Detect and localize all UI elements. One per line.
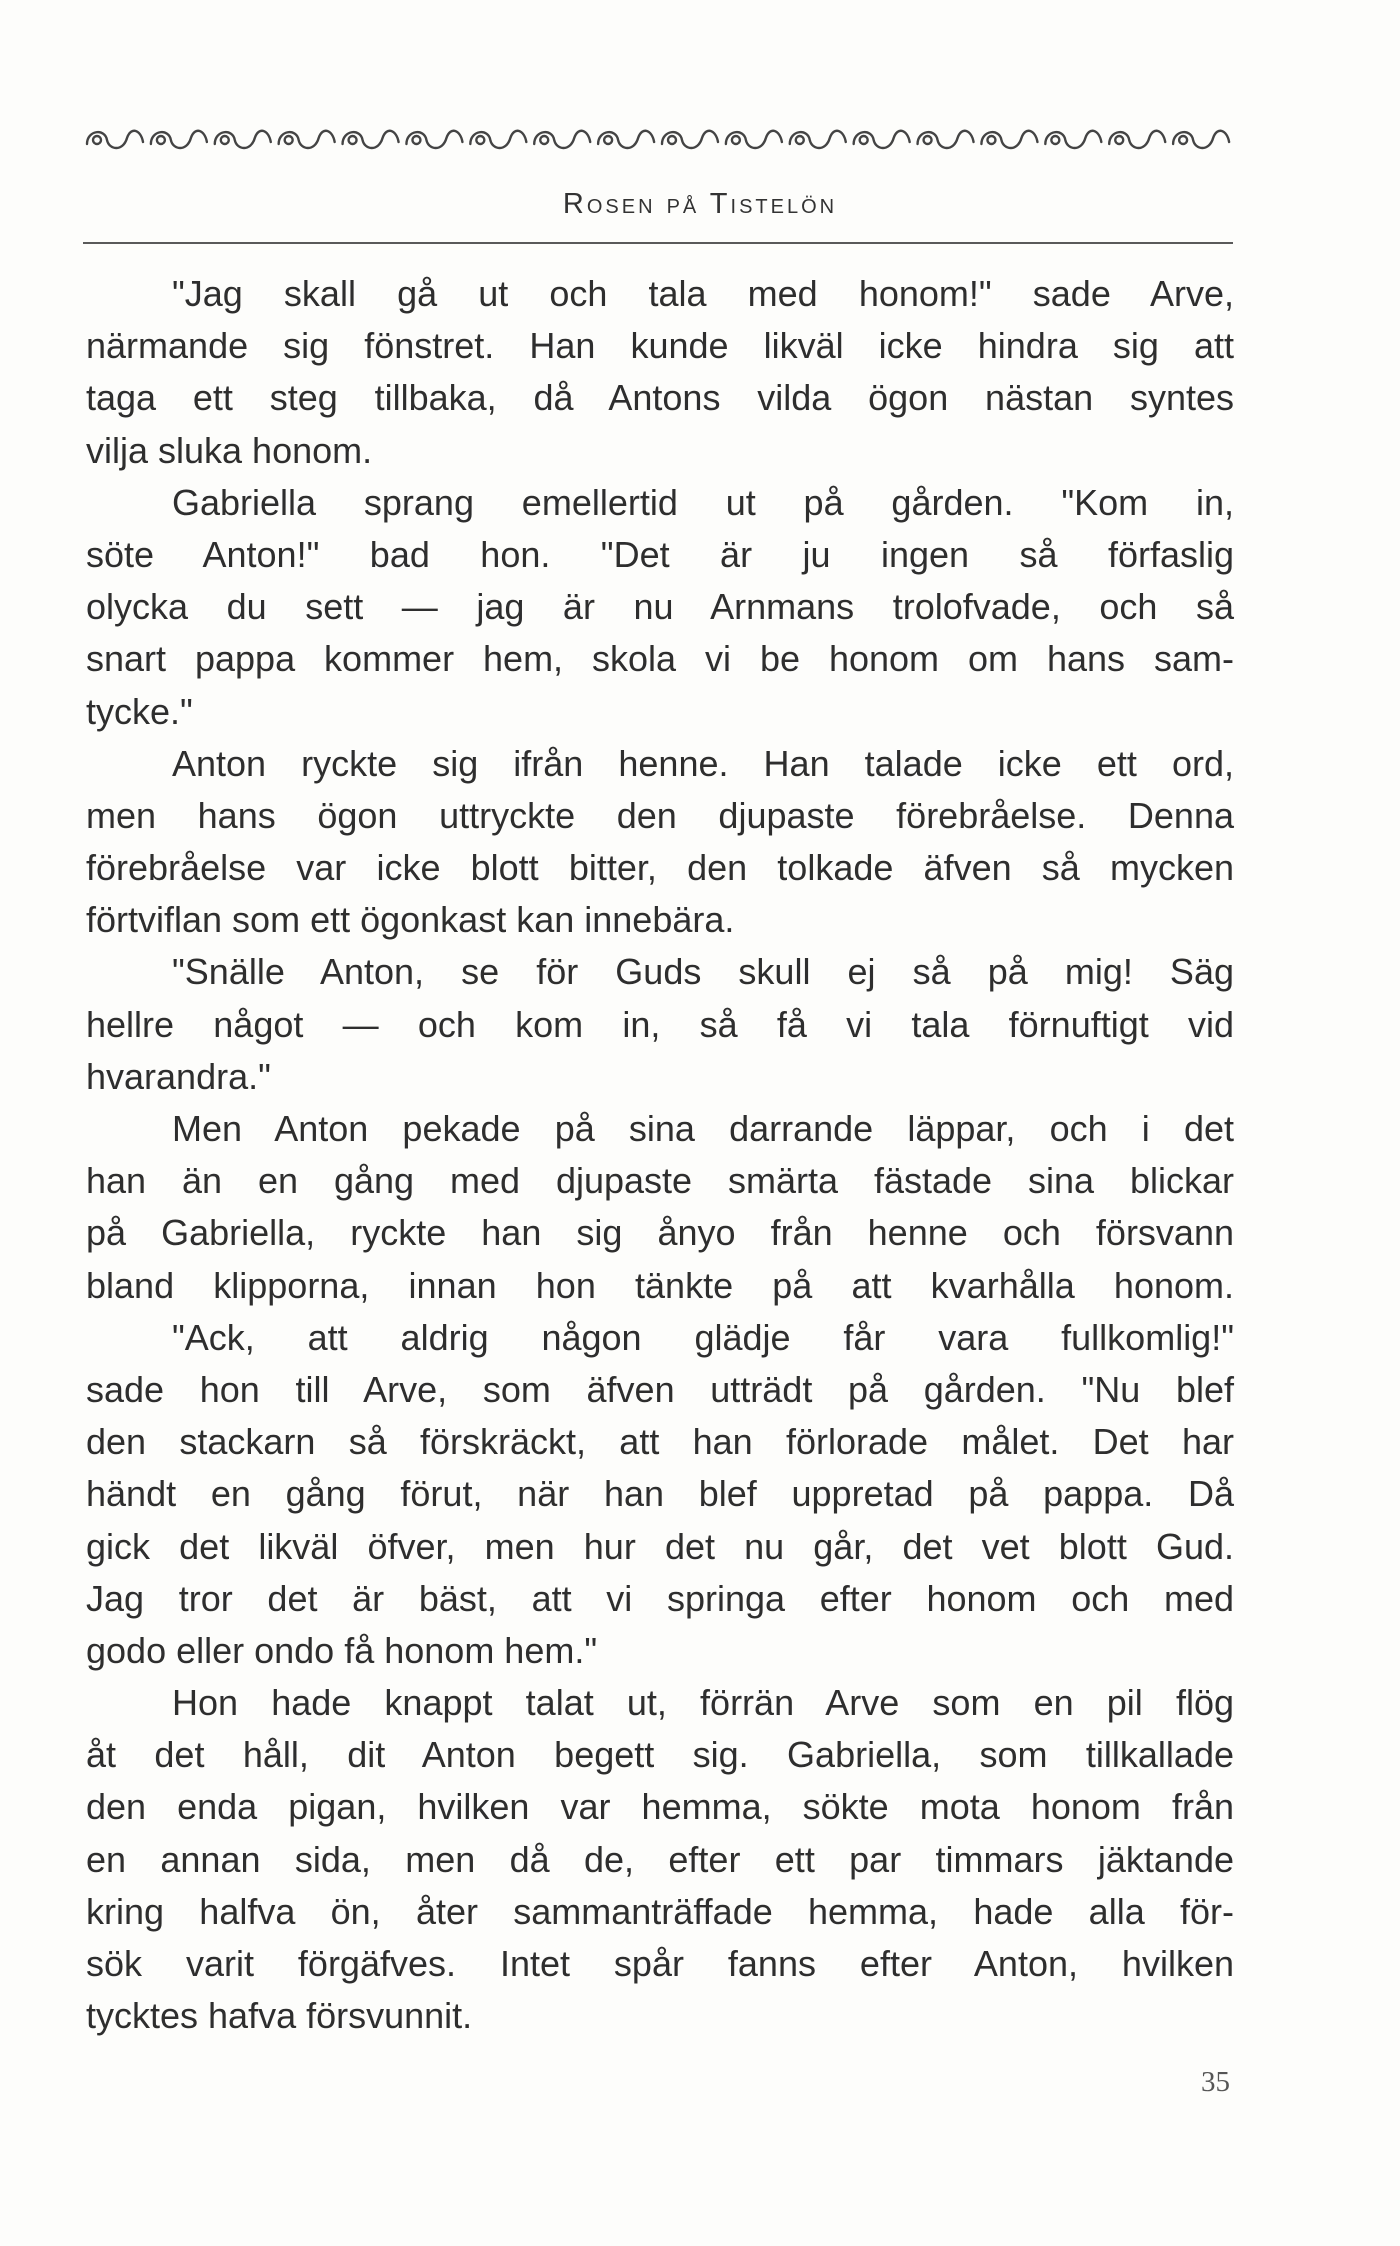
ornament-scroll <box>854 131 910 148</box>
ornament-curl <box>476 136 484 144</box>
ornament-curl <box>412 136 420 144</box>
text-line: förebråelse var icke blott bitter, den tolkade äfven så mycken <box>86 847 1234 889</box>
ornament-scroll <box>151 131 207 148</box>
ornament-scroll <box>981 131 1037 148</box>
text-line: på Gabriella, ryckte han sig ånyo från henne och försvann <box>86 1212 1234 1254</box>
ornament-curl <box>860 136 868 144</box>
ornament-scroll <box>87 131 143 148</box>
ornament-scroll <box>470 131 526 148</box>
ornament-curl <box>987 136 995 144</box>
ornament-curl <box>349 136 357 144</box>
text-line: den stackarn så förskräckt, att han förlorade målet. Det har <box>86 1421 1234 1463</box>
text-line: kring halfva ön, åter sammanträffade hemma, hade alla för- <box>86 1890 1234 1932</box>
text-line: "Snälle Anton, se för Guds skull ej så på mig! Säg <box>172 951 1234 993</box>
ornament-curl <box>540 136 548 144</box>
text-line: söte Anton!" bad hon. "Det är ju ingen så förfaslig <box>86 533 1234 575</box>
ornament-scroll <box>1109 131 1165 148</box>
text-line: tycke." <box>86 690 193 732</box>
ornament-curl <box>1115 136 1123 144</box>
text-line: Anton ryckte sig ifrån henne. Han talade icke ett ord, <box>172 742 1234 784</box>
text-line: "Jag skall gå ut och tala med honom!" sade Arve, <box>172 273 1234 314</box>
ornament-scroll <box>662 131 718 148</box>
ornament-curl <box>604 136 612 144</box>
ornament-scroll <box>534 131 590 148</box>
text-line: åt det håll, dit Anton begett sig. Gabriella, som tillkallade <box>86 1734 1234 1776</box>
text-line: förtviflan som ett ögonkast kan innebära. <box>86 899 735 941</box>
text-line: gick det likväl öfver, men hur det nu går, det vet blott Gud. <box>86 1525 1234 1567</box>
ornament-curl <box>668 136 676 144</box>
text-line: sade hon till Arve, som äfven utträdt på gården. "Nu blef <box>86 1368 1234 1410</box>
text-line: bland klipporna, innan hon tänkte på att kvarhålla honom. <box>86 1264 1234 1306</box>
ornament-scroll <box>279 131 335 148</box>
ornament-curl <box>93 136 101 144</box>
ornament-curl <box>732 136 740 144</box>
ornament-scroll <box>790 131 846 148</box>
ornament-scroll <box>598 131 654 148</box>
ornament-curl <box>1051 136 1059 144</box>
text-line: tycktes hafva försvunnit. <box>86 1995 473 2037</box>
page-number: 35 <box>1201 2066 1230 2098</box>
text-line: hvarandra." <box>86 1055 271 1097</box>
ornament-curl <box>924 136 932 144</box>
ornament-curl <box>285 136 293 144</box>
ornament-scroll <box>215 131 271 148</box>
ornament-scroll <box>918 131 974 148</box>
ornament-scroll <box>1173 131 1229 148</box>
text-line: men hans ögon uttryckte den djupaste förebråelse. Denna <box>86 794 1234 836</box>
text-line: Gabriella sprang emellertid ut på gården. "Kom in, <box>172 481 1234 523</box>
text-line: "Ack, att aldrig någon glädje får vara fullkomlig!" <box>172 1316 1234 1358</box>
text-line: vilja sluka honom. <box>86 429 373 471</box>
ornament-curl <box>157 136 165 144</box>
text-line: händt en gång förut, när han blef uppretad på pappa. Då <box>86 1473 1234 1515</box>
ornament-scroll <box>726 131 782 148</box>
text-line: Jag tror det är bäst, att vi springa efter honom och med <box>86 1577 1234 1619</box>
text-line: hellre något — och kom in, så få vi tala förnuftigt vid <box>86 1003 1234 1045</box>
running-head: Rosen på Tistelön <box>562 188 838 220</box>
text-line: han än en gång med djupaste smärta fästade sina blickar <box>86 1160 1234 1202</box>
text-line: den enda pigan, hvilken var hemma, sökte mota honom från <box>86 1786 1234 1828</box>
text-line: Hon hade knappt talat ut, förrän Arve som en pil flög <box>172 1682 1234 1724</box>
ornament-curl <box>221 136 229 144</box>
ornament-curl <box>796 136 804 144</box>
text-line: taga ett steg tillbaka, då Antons vilda ögon nästan syntes <box>86 377 1234 419</box>
text-line: godo eller ondo få honom hem." <box>86 1629 598 1671</box>
text-line: olycka du sett — jag är nu Arnmans trolofvade, och så <box>86 586 1234 628</box>
text-line: snart pappa kommer hem, skola vi be honom om hans sam- <box>86 638 1234 680</box>
body-text <box>86 268 1234 2042</box>
text-line: sök varit förgäfves. Intet spår fanns efter Anton, hvilken <box>86 1943 1234 1984</box>
ornament-scroll <box>406 131 462 148</box>
ornament-scroll <box>343 131 399 148</box>
scroll-wave-ornament-icon <box>83 118 1233 162</box>
text-line: en annan sida, men då de, efter ett par timmars jäktande <box>86 1838 1234 1880</box>
text-line: närmande sig fönstret. Han kunde likväl icke hindra sig att <box>86 325 1234 367</box>
text-line: Men Anton pekade på sina darrande läppar, och i det <box>172 1108 1234 1149</box>
ornament-scroll <box>1045 131 1101 148</box>
header-rule <box>83 242 1233 244</box>
ornament-curl <box>1179 136 1187 144</box>
